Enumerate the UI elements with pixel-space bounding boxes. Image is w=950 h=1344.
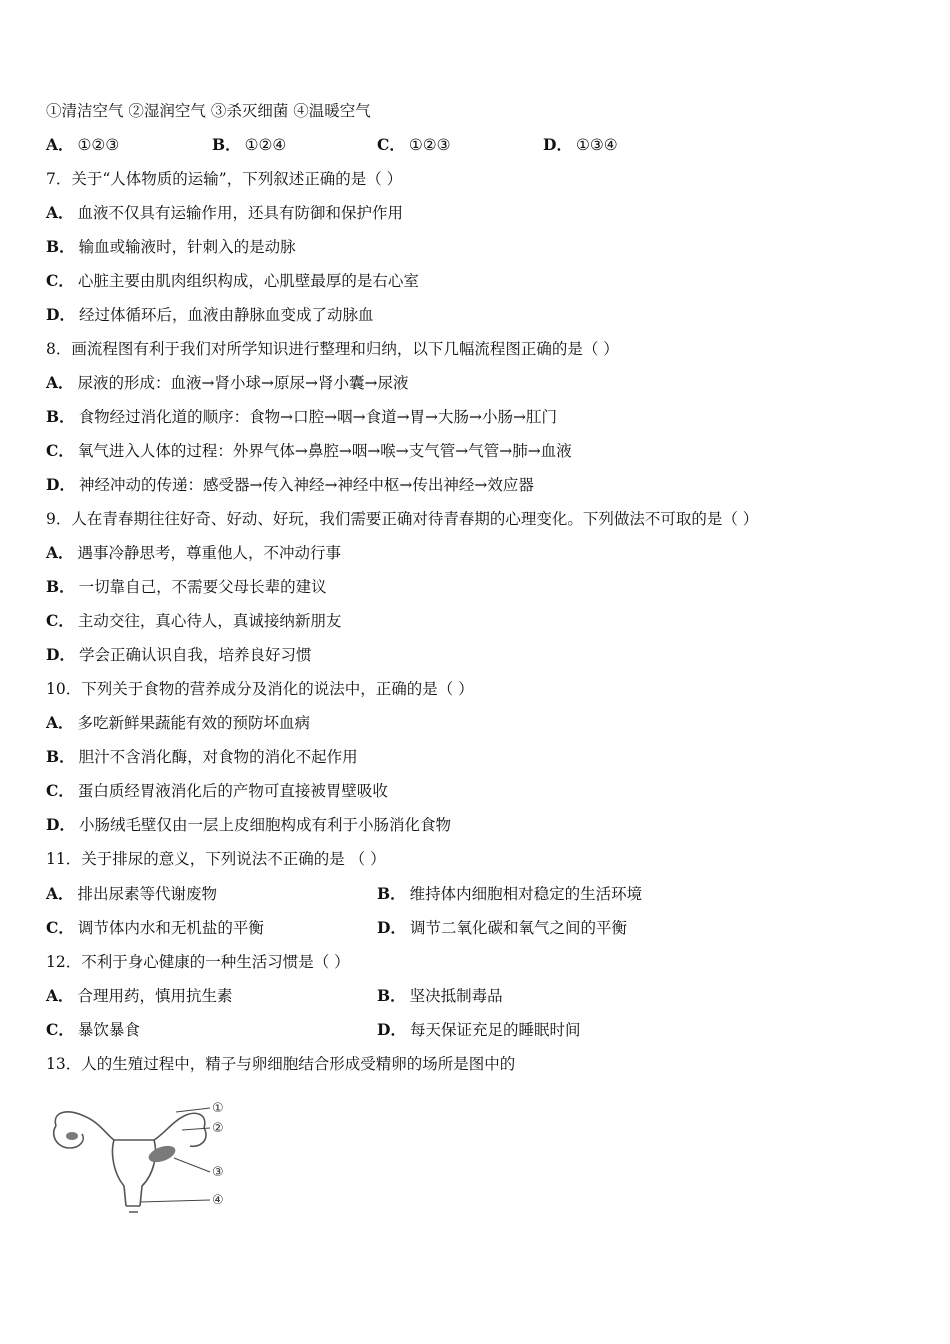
q8-option-a[interactable]: A． 尿液的形成：血液→肾小球→原尿→肾小囊→尿液 <box>46 373 409 392</box>
q7-option-d[interactable]: D． 经过体循环后，血液由静脉血变成了动脉血 <box>46 305 374 324</box>
q6-option-a[interactable]: A． ①②③ <box>46 135 120 154</box>
q13-stem: 13．人的生殖过程中，精子与卵细胞结合形成受精卵的场所是图中的 <box>46 1055 516 1073</box>
q8-option-c[interactable]: C． 氧气进入人体的过程：外界气体→鼻腔→咽→喉→支气管→气管→肺→血液 <box>46 441 572 460</box>
q6-option-b[interactable]: B． ①②④ <box>212 135 287 154</box>
q10-stem: 10．下列关于食物的营养成分及消化的说法中，正确的是（ ） <box>46 680 474 698</box>
q6-options <box>46 135 906 155</box>
q6-choice-items: ①清洁空气 ②湿润空气 ③杀灭细菌 ④温暖空气 <box>46 102 371 120</box>
q10-option-d[interactable]: D． 小肠绒毛壁仅由一层上皮细胞构成有利于小肠消化食物 <box>46 815 451 834</box>
q7-option-a[interactable]: A． 血液不仅具有运输作用，还具有防御和保护作用 <box>46 203 404 222</box>
q7-stem: 7．关于“人体物质的运输”，下列叙述正确的是（ ） <box>46 170 403 188</box>
q12-options-row-2 <box>46 1020 906 1040</box>
q8-stem: 8．画流程图有利于我们对所学知识进行整理和归纳，以下几幅流程图正确的是（ ） <box>46 340 619 358</box>
q11-option-c[interactable]: C． 调节体内水和无机盐的平衡 <box>46 918 264 937</box>
q11-option-d[interactable]: D． 调节二氧化碳和氧气之间的平衡 <box>377 918 627 937</box>
q12-option-a[interactable]: A． 合理用药，慎用抗生素 <box>46 986 233 1005</box>
q9-option-d[interactable]: D． 学会正确认识自我，培养良好习惯 <box>46 645 312 664</box>
q9-option-c[interactable]: C． 主动交往，真心待人，真诚接纳新朋友 <box>46 611 342 630</box>
q6-option-c[interactable]: C． ①②③ <box>377 135 451 154</box>
q8-option-d[interactable]: D． 神经冲动的传递：感受器→传入神经→神经中枢→传出神经→效应器 <box>46 475 534 494</box>
q11-options-row-2 <box>46 918 906 938</box>
label-4: ④ <box>212 1193 224 1208</box>
q8-option-b[interactable]: B． 食物经过消化道的顺序：食物→口腔→咽→食道→胃→大肠→小肠→肛门 <box>46 407 558 426</box>
q12-option-d[interactable]: D． 每天保证充足的睡眠时间 <box>377 1020 581 1039</box>
q12-options-row-1 <box>46 986 906 1006</box>
q10-option-a[interactable]: A． 多吃新鲜果蔬能有效的预防坏血病 <box>46 713 311 732</box>
q9-option-b[interactable]: B． 一切靠自己，不需要父母长辈的建议 <box>46 577 327 596</box>
diagram-labels <box>212 1101 224 1208</box>
q6-option-d[interactable]: D． ①③④ <box>543 135 618 154</box>
q12-option-b[interactable]: B． 坚决抵制毒品 <box>377 986 503 1005</box>
label-2: ② <box>212 1121 224 1136</box>
q10-option-c[interactable]: C． 蛋白质经胃液消化后的产物可直接被胃壁吸收 <box>46 781 388 800</box>
q11-stem: 11．关于排尿的意义，下列说法不正确的是 （ ） <box>46 850 386 868</box>
q12-stem: 12．不利于身心健康的一种生活习惯是（ ） <box>46 953 350 971</box>
q9-stem: 9．人在青春期往往好奇、好动、好玩，我们需要正确对待青春期的心理变化。下列做法不可取的是（ ） <box>46 510 759 528</box>
q11-option-b[interactable]: B． 维持体内细胞相对稳定的生活环境 <box>377 884 643 903</box>
q7-option-c[interactable]: C． 心脏主要由肌肉组织构成，心肌壁最厚的是右心室 <box>46 271 419 290</box>
q7-option-b[interactable]: B． 输血或输液时，针刺入的是动脉 <box>46 237 296 256</box>
q9-option-a[interactable]: A． 遇事冷静思考，尊重他人，不冲动行事 <box>46 543 342 562</box>
q11-option-a[interactable]: A． 排出尿素等代谢废物 <box>46 884 218 903</box>
q12-option-c[interactable]: C． 暴饮暴食 <box>46 1020 140 1039</box>
q10-option-b[interactable]: B． 胆汁不含消化酶，对食物的消化不起作用 <box>46 747 358 766</box>
q11-options-row-1 <box>46 884 906 904</box>
label-1: ① <box>212 1101 224 1116</box>
label-3: ③ <box>212 1165 224 1180</box>
female-reproductive-system-diagram <box>44 1094 244 1219</box>
